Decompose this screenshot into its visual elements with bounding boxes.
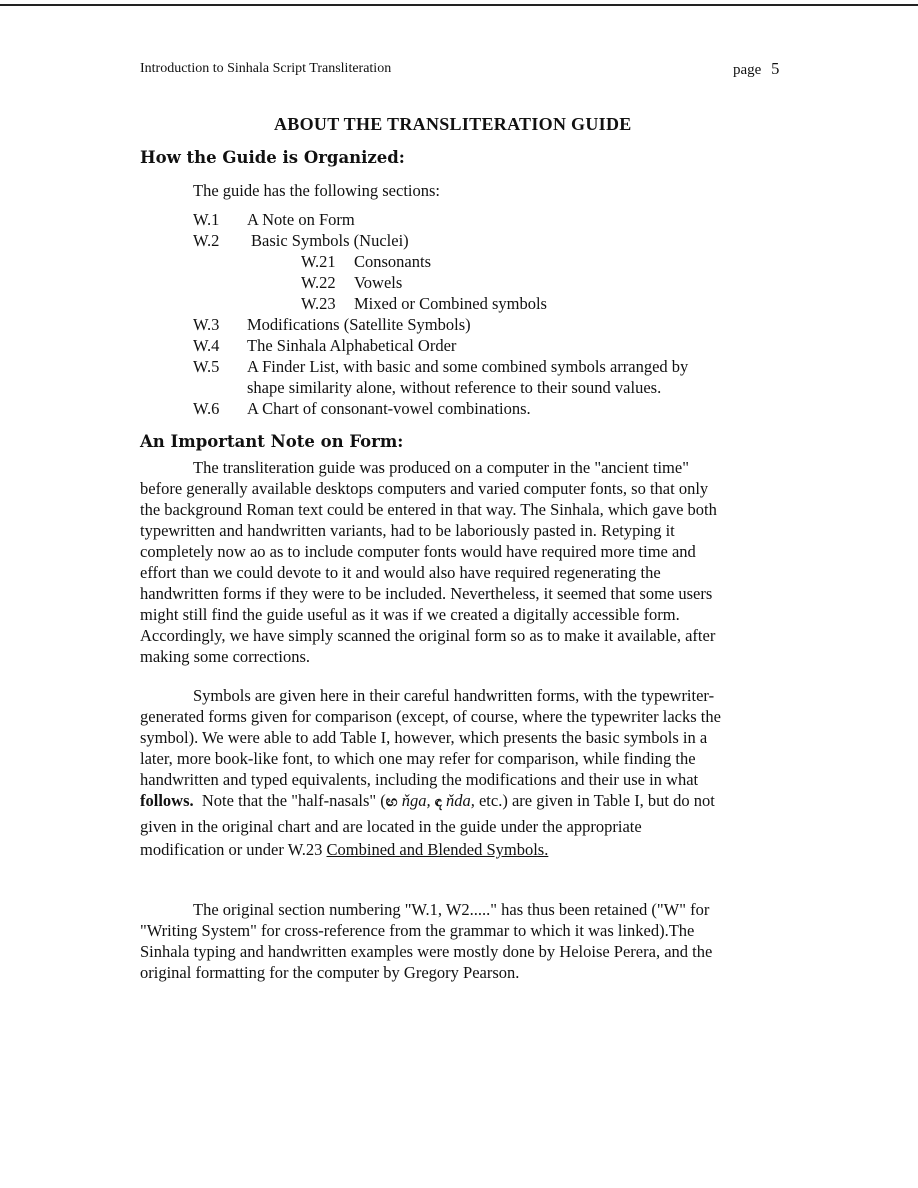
toc-number: W.6 — [193, 399, 220, 418]
paragraph-line: symbol). We were able to add Table I, however, which presents the basic symbols in a — [140, 728, 708, 747]
follows-word: follows. — [140, 791, 194, 810]
toc-subtext: Consonants — [354, 252, 432, 271]
paragraph-line-half-nasals — [140, 790, 800, 813]
paragraph-line: "Writing System" for cross-reference from the grammar to which it was linked).The — [140, 921, 695, 940]
section-intro: The guide has the following sections: — [193, 181, 440, 200]
paragraph-line: generated forms given for comparison (except, of course, where the typewriter lacks the — [140, 707, 721, 726]
paragraph-line: given in the original chart and are located in the guide under the appropriate — [140, 817, 642, 836]
paragraph-line: The transliteration guide was produced on a computer in the "ancient time" — [193, 458, 689, 477]
running-title: Introduction to Sinhala Script Transliteration — [140, 61, 392, 76]
page-title: ABOUT THE TRANSLITERATION GUIDE — [274, 114, 632, 134]
paragraph-2 — [140, 685, 800, 860]
page-label — [733, 59, 779, 79]
section-heading-organization: How the Guide is Organized: — [140, 148, 405, 167]
text-fragment: Note that the "half-nasals" ( — [193, 791, 386, 810]
section-heading-form: An Important Note on Form: — [140, 432, 404, 451]
toc-text-continued: shape similarity alone, without reference to their sound values. — [247, 378, 662, 397]
text-fragment: etc.) are given in Table I, but do not — [474, 791, 715, 810]
toc-subnumber: W.21 — [301, 252, 336, 271]
toc-subnumber: W.23 — [301, 294, 336, 313]
paragraph-line: handwritten forms if they were to be included. Nevertheless, it seemed that some users — [140, 584, 713, 603]
paragraph-line: Accordingly, we have simply scanned the original form so as to make it available, after — [140, 626, 716, 645]
toc-number: W.2 — [193, 231, 220, 250]
paragraph-line: before generally available desktops computers and varied computer fonts, so that only — [140, 479, 709, 498]
paragraph-line: The original section numbering "W.1, W2....." has thus been retained ("W" for — [193, 900, 710, 919]
paragraph-line: might still find the guide useful as it was if we created a digitally accessible form. — [140, 605, 680, 624]
toc-number: W.3 — [193, 315, 220, 334]
top-border-line — [0, 4, 918, 6]
toc-text: Modifications (Satellite Symbols) — [247, 315, 471, 334]
paragraph-3 — [140, 899, 800, 983]
combined-symbols-link[interactable]: Combined and Blended Symbols. — [326, 840, 549, 859]
paragraph-line: original formatting for the computer by Gregory Pearson. — [140, 963, 520, 982]
page-number: 5 — [771, 59, 780, 78]
toc-subnumber: W.22 — [301, 273, 336, 292]
paragraph-line: Sinhala typing and handwritten examples were mostly done by Heloise Perera, and the — [140, 942, 713, 961]
paragraph-line — [140, 839, 800, 860]
sinhala-glyph-nga: ඟ — [385, 795, 398, 810]
toc-text: A Note on Form — [247, 210, 355, 229]
toc-text: The Sinhala Alphabetical Order — [247, 336, 457, 355]
toc-text: Basic Symbols (Nuclei) — [251, 231, 409, 250]
paragraph-line: typewritten and handwritten variants, had to be laboriously pasted in. Retyping it — [140, 521, 675, 540]
toc-subtext: Mixed or Combined symbols — [354, 294, 547, 313]
text-fragment: modification or under W.23 — [140, 840, 327, 859]
toc-text: A Finder List, with basic and some combined symbols arranged by — [247, 357, 689, 376]
transliteration-nga: ňga, — [401, 791, 431, 810]
paragraph-line: effort than we could devote to it and would also have required regenerating the — [140, 563, 661, 582]
sinhala-glyph-nda: ඳ — [434, 795, 442, 810]
paragraph-line: later, more book-like font, to which one may refer for comparison, while finding the — [140, 749, 696, 768]
toc-number: W.4 — [193, 336, 220, 355]
transliteration-nda: ňda, — [445, 791, 475, 810]
page-label-text: page — [733, 62, 762, 78]
toc-subtext: Vowels — [354, 273, 403, 292]
toc-text: A Chart of consonant-vowel combinations. — [247, 399, 531, 418]
paragraph-line: the background Roman text could be entered in that way. The Sinhala, which gave both — [140, 500, 717, 519]
paragraph-line: Symbols are given here in their careful handwritten forms, with the typewriter- — [193, 686, 715, 705]
paragraph-line: making some corrections. — [140, 647, 310, 666]
toc-number: W.5 — [193, 357, 220, 376]
paragraph-line: completely now ao as to include computer fonts would have required more time and — [140, 542, 696, 561]
paragraph-1 — [140, 457, 800, 667]
toc-number: W.1 — [193, 210, 220, 229]
paragraph-line: handwritten and typed equivalents, including the modifications and their use in what — [140, 770, 699, 789]
